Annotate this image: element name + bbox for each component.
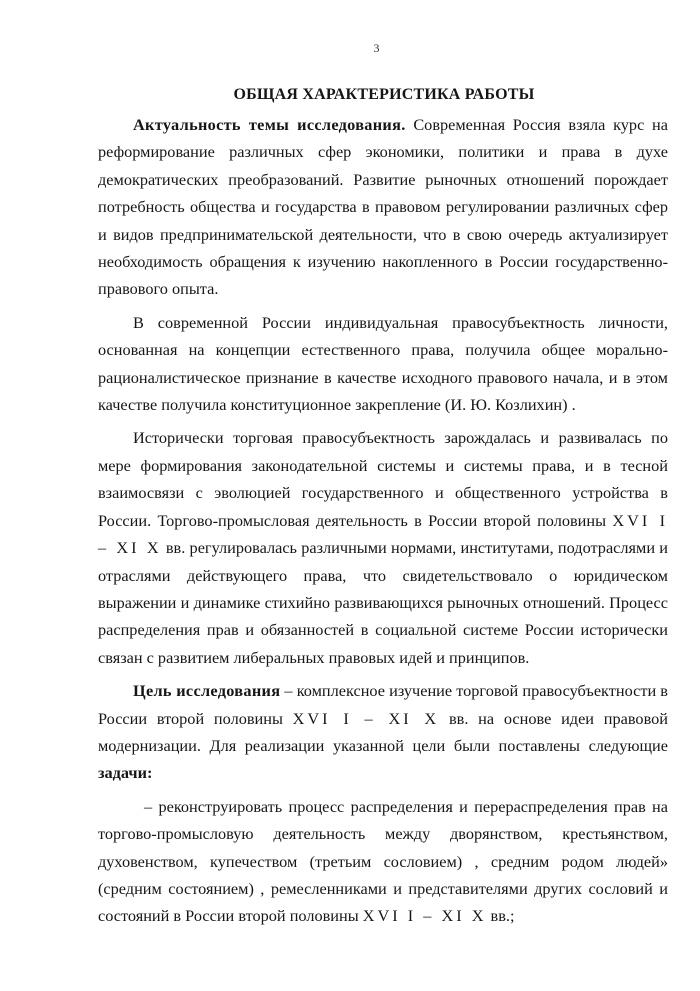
paragraph-goal	[98, 677, 668, 787]
paragraph-relevance	[98, 111, 668, 303]
goal-text-b: вв. на основе идеи правовой модернизации. Для реализации указанной цели были поставлены следующие	[98, 708, 669, 755]
task-1-text-b: вв.;	[486, 906, 515, 926]
task-1-period: XVI I – XI X	[362, 906, 487, 926]
page-number: 3	[373, 41, 380, 55]
goal-lead: Цель исследования	[133, 681, 281, 701]
document-body	[98, 111, 668, 930]
paragraph-history	[98, 424, 668, 671]
history-text-a: Исторически торговая правосубъектность зарождалась и развивалась по мере формирования законодательной системы и системы права, и в тесной взаимосвязи с эволюцией государственного и общественного устройства в России. Торгово-промысловая деятельность в России второй половины	[98, 428, 668, 530]
goal-period: XVI I – XI X	[292, 708, 440, 728]
paragraph-task-1	[98, 793, 668, 930]
relevance-lead: Актуальность темы исследования.	[133, 115, 406, 134]
task-1-text-a: – реконструировать процесс распределения и перераспределения прав на торгово-промысловую деятельность между дворянством, крестьянством, духовенством, купечеством (третьим сословием) , средним родом людей» (средним состоянием) , ремесленниками и представителями других сословий и состояний в России второй половины	[98, 796, 668, 926]
history-period: XVI I – XI X	[98, 510, 668, 558]
relevance-text: Современная Россия взяла курс на реформирование различных сфер экономики, политики и права в духе демократических преобразований. Развитие рыночных отношений порождает потребность общества и государства в правовом регулировании различных сфер и видов предпринимательской деятельности, что в свою очередь актуализирует необходимость обращения к изучению накопленного в России государственно-правового опыта.	[98, 115, 668, 299]
tasks-label: задачи:	[98, 763, 153, 783]
section-heading: ОБЩАЯ ХАРАКТЕРИСТИКА РАБОТЫ	[233, 86, 535, 103]
goal-text-a: – комплексное изучение торговой правосубъектности в России второй половины	[98, 681, 668, 728]
legal-personality-text: В современной России индивидуальная правосубъектность личности, основанная на концепции естественного права, получила общее морально-рационалистическое признание в качестве исходного правового начала, и в этом качестве получила конституционное закрепление (И. Ю. Козлихин) .	[98, 312, 668, 415]
history-text-b: вв. регулировалась различными нормами, институтами, подотраслями и отраслями действующего права, что свидетельствовало о юридическом выражении и динамике стихийно развивающихся рыночных отношений. Процесс распределения прав и обязанностей в социальной системе России исторически связан с развитием либеральных правовых идей и принципов.	[98, 538, 669, 667]
paragraph-legal-personality	[98, 309, 668, 419]
